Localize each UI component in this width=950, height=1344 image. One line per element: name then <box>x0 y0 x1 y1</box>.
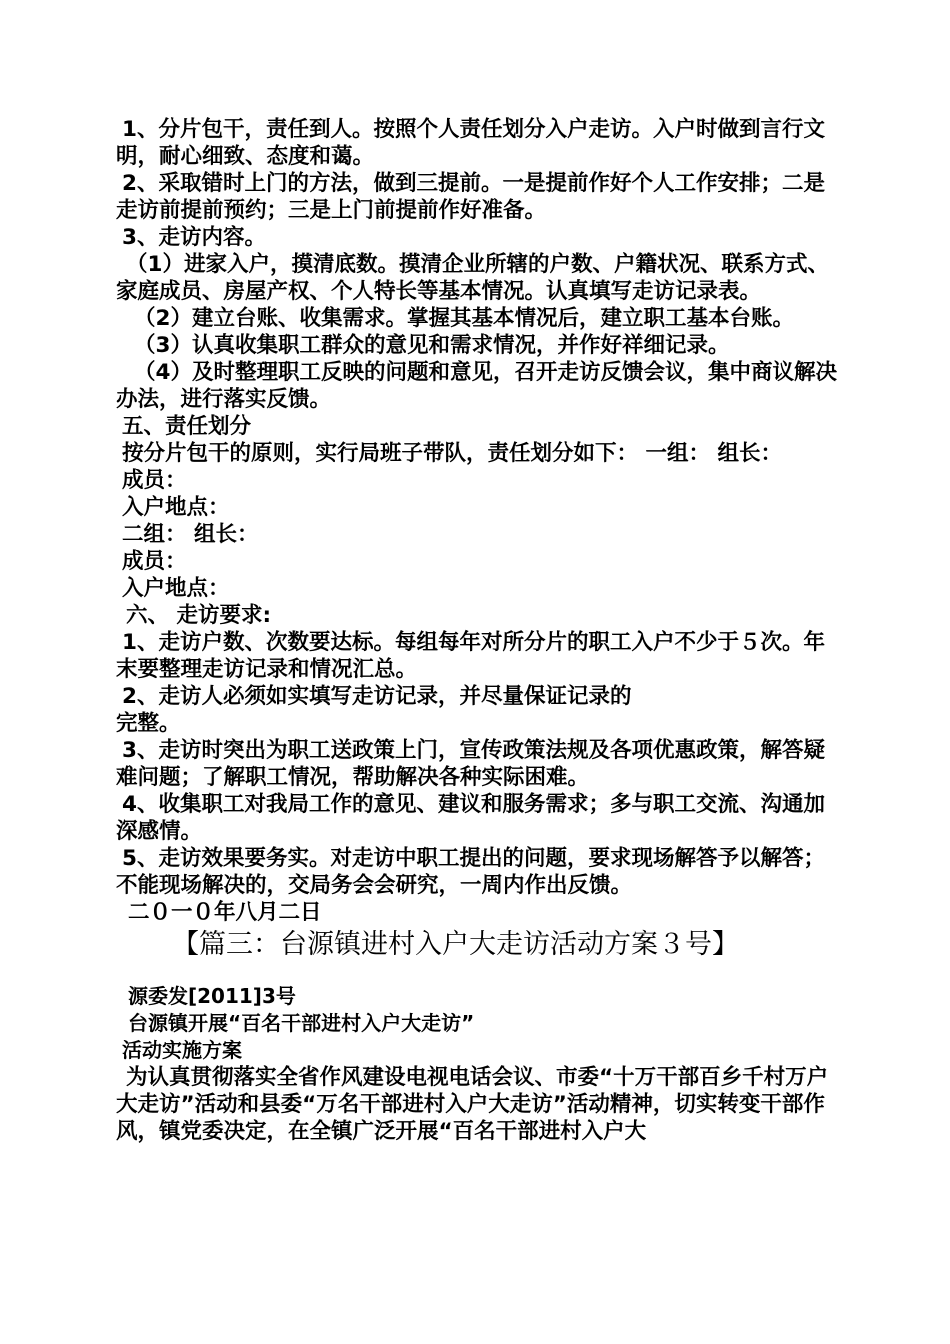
document-number: 源委发[2011]3号 <box>128 984 296 1008</box>
plan-title-line-2: 活动实施方案 <box>122 1038 242 1062</box>
spacer <box>116 963 846 983</box>
paragraph-subitem-2: （2）建立台账、收集需求。掌握其基本情况后，建立职工基本台账。 <box>134 306 794 331</box>
requirement-1: 1、走访户数、次数要达标。每组每年对所分片的职工入户不少于５次。年末要整理走访记录和情况汇总。 <box>116 630 825 682</box>
plan-title-line-1: 台源镇开展“百名干部进村入户大走访” <box>128 1011 475 1035</box>
document-body <box>116 116 846 1145</box>
section-title: 【篇三：台源镇进村入户大走访活动方案３号】 <box>172 929 739 960</box>
plan-intro-paragraph: 为认真贯彻落实全省作风建设电视电话会议、市委“十万干部百乡千村万户大走访”活动和县委“万名干部进村入户大走访”活动精神，切实转变干部作风，镇党委决定，在全镇广泛开展“百名干部进村入户大 <box>116 1065 829 1144</box>
paragraph-item-2: 2、采取错时上门的方法，做到三提前。一是提前作好个人工作安排；二是走访前提前预约；三是上门前提前作好准备。 <box>116 171 825 223</box>
paragraph-subitem-4: （4）及时整理职工反映的问题和意见，召开走访反馈会议，集中商议解决办法，进行落实反馈。 <box>116 360 837 412</box>
requirement-2-cont: 完整。 <box>116 711 181 736</box>
document-date: 二０一０年八月二日 <box>128 900 322 925</box>
paragraph-item-1: 1、分片包干，责任到人。按照个人责任划分入户走访。入户时做到言行文明，耐心细致、态度和蔼。 <box>116 117 825 169</box>
group2-leader: 二组： 组长： <box>122 522 259 547</box>
requirement-2: 2、走访人必须如实填写走访记录，并尽量保证记录的 <box>122 684 632 709</box>
heading-responsibility: 五、责任划分 <box>122 414 252 439</box>
paragraph-item-3: 3、走访内容。 <box>122 225 266 250</box>
paragraph-responsibility: 按分片包干的原则，实行局班子带队，责任划分如下： 一组： 组长： <box>122 441 782 466</box>
group1-location: 入户地点： <box>122 495 230 520</box>
heading-visit-requirements: 六、 走访要求: <box>126 603 272 628</box>
group1-members: 成员： <box>122 468 187 493</box>
requirement-3: 3、走访时突出为职工送政策上门，宣传政策法规及各项优惠政策，解答疑难问题；了解职工情况，帮助解决各种实际困难。 <box>116 738 825 790</box>
requirement-5: 5、走访效果要务实。对走访中职工提出的问题，要求现场解答予以解答；不能现场解决的，交局务会会研究，一周内作出反馈。 <box>116 846 825 898</box>
paragraph-subitem-1: （1）进家入户，摸清底数。摸清企业所辖的户数、户籍状况、联系方式、家庭成员、房屋产权、个人特长等基本情况。认真填写走访记录表。 <box>116 252 829 304</box>
group2-members: 成员： <box>122 549 187 574</box>
paragraph-subitem-3: （3）认真收集职工群众的意见和需求情况，并作好祥细记录。 <box>134 333 730 358</box>
requirement-4: 4、收集职工对我局工作的意见、建议和服务需求；多与职工交流、沟通加深感情。 <box>116 792 825 844</box>
group2-location: 入户地点： <box>122 576 230 601</box>
